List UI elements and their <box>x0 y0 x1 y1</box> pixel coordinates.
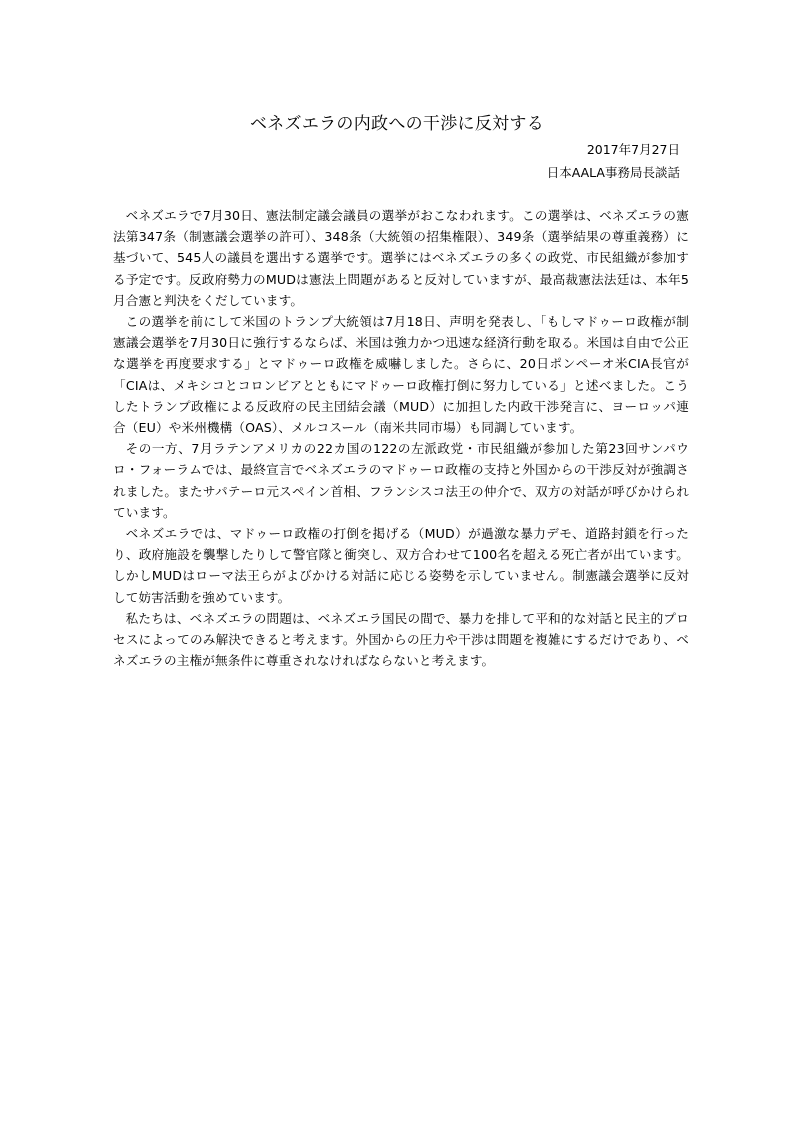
paragraph: ベネズエラでは、マドゥーロ政権の打倒を掲げる（MUD）が過激な暴力デモ、道路封鎖を行ったり、政府施設を襲撃したりして警官隊と衝突し、双方合わせて100名を超える死亡者が出ています。しかしMUDはローマ法王らがよびかける対話に応じる姿勢を示していません。制憲議会選挙に反対して妨害活動を強めています。 <box>113 526 689 605</box>
document-body <box>113 205 689 671</box>
document-title: ベネズエラの内政への干渉に反対する <box>249 114 545 134</box>
paragraph: その一方、7月ラテンアメリカの22カ国の122の左派政党・市民組織が参加した第23回サンパウロ・フォーラムでは、最終宣言でベネズエラのマドゥーロ政権の支持と外国からの干渉反対が強調されました。またサパテーロ元スペイン首相、フランシスコ法王の仲介で、双方の対話が呼びかけられています。 <box>113 441 689 520</box>
paragraph: 私たちは、ベネズエラの問題は、ベネズエラ国民の間で、暴力を排して平和的な対話と民主的プロセスによってのみ解決できると考えます。外国からの圧力や干渉は問題を複雑にするだけであり、ベネズエラの主権が無条件に尊重されなければならないと考えます。 <box>113 610 689 669</box>
document-author: 日本AALA事務局長談話 <box>546 165 680 180</box>
paragraph: この選挙を前にして米国のトランプ大統領は7月18日、声明を発表し、「もしマドゥーロ政権が制憲議会選挙を7月30日に強行するならば、米国は強力かつ迅速な経済行動を取る。米国は自由で公正な選挙を再度要求する」とマドゥーロ政権を威嚇しました。さらに、20日ポンペーオ米CIA長官が「CIAは、メキシコとコロンビアとともにマドゥーロ政権打倒に努力している」と述べました。こうしたトランプ政権による反政府の民主団結会議（MUD）に加担した内政干渉発言に、ヨーロッパ連合（EU）や米州機構（OAS）、メルコスール（南米共同市場）も同調しています。 <box>113 314 689 436</box>
paragraph: ベネズエラで7月30日、憲法制定議会議員の選挙がおこなわれます。この選挙は、ベネズエラの憲法第347条（制憲議会選挙の許可）、348条（大統領の招集権限）、349条（選挙結果の尊重義務）に基づいて、545人の議員を選出する選挙です。選挙にはベネズエラの多くの政党、市民組織が参加する予定です。反政府勢力のMUDは憲法上問題があると反対していますが、最高裁憲法法廷は、本年5月合憲と判決をくだしています。 <box>113 208 689 308</box>
document-meta <box>547 138 680 184</box>
document-date: 2017年7月27日 <box>586 142 680 157</box>
